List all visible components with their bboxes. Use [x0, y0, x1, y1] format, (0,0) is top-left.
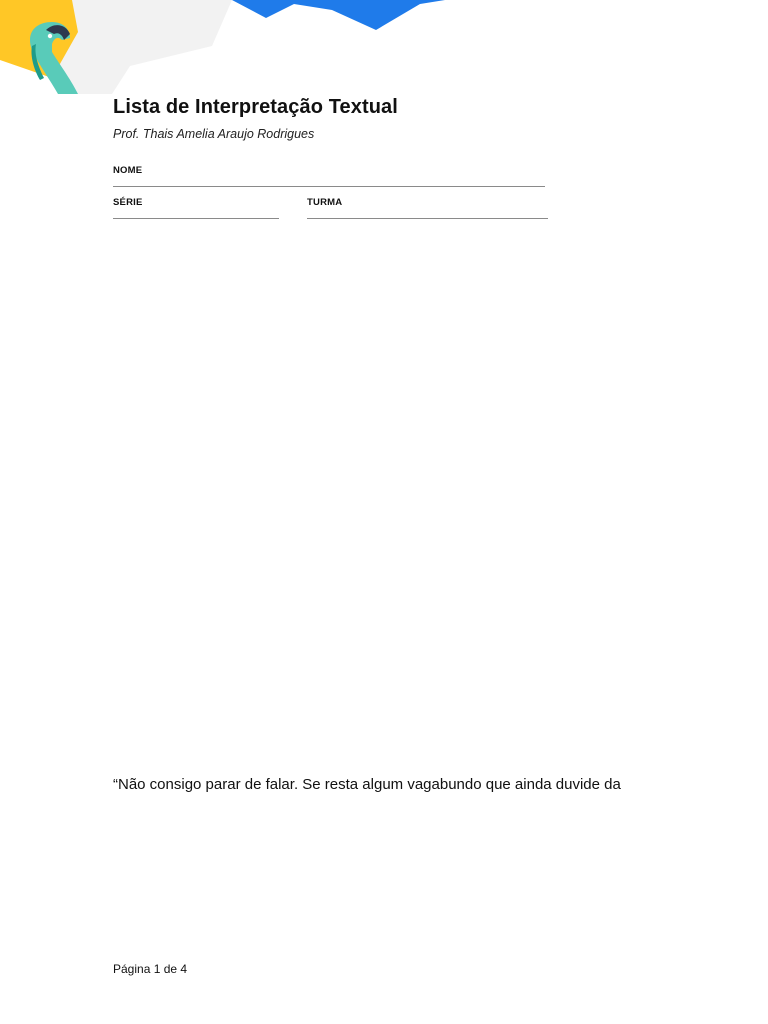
author-name: Prof. Thais Amelia Araujo Rodrigues — [113, 127, 315, 141]
nome-label: NOME — [113, 165, 143, 176]
text-paragraph: “Não consigo parar de falar. Se resta algum vagabundo que ainda duvide da — [113, 776, 621, 793]
gray-shape — [60, 0, 232, 94]
turma-field-line[interactable] — [307, 218, 548, 219]
blue-shape — [232, 0, 445, 30]
turma-label: TURMA — [307, 197, 343, 208]
nome-field-line[interactable] — [113, 186, 545, 187]
serie-label: SÉRIE — [113, 197, 143, 208]
page-number: Página 1 de 4 — [113, 962, 188, 976]
serie-field-line[interactable] — [113, 218, 279, 219]
page-title: Lista de Interpretação Textual — [113, 96, 398, 118]
